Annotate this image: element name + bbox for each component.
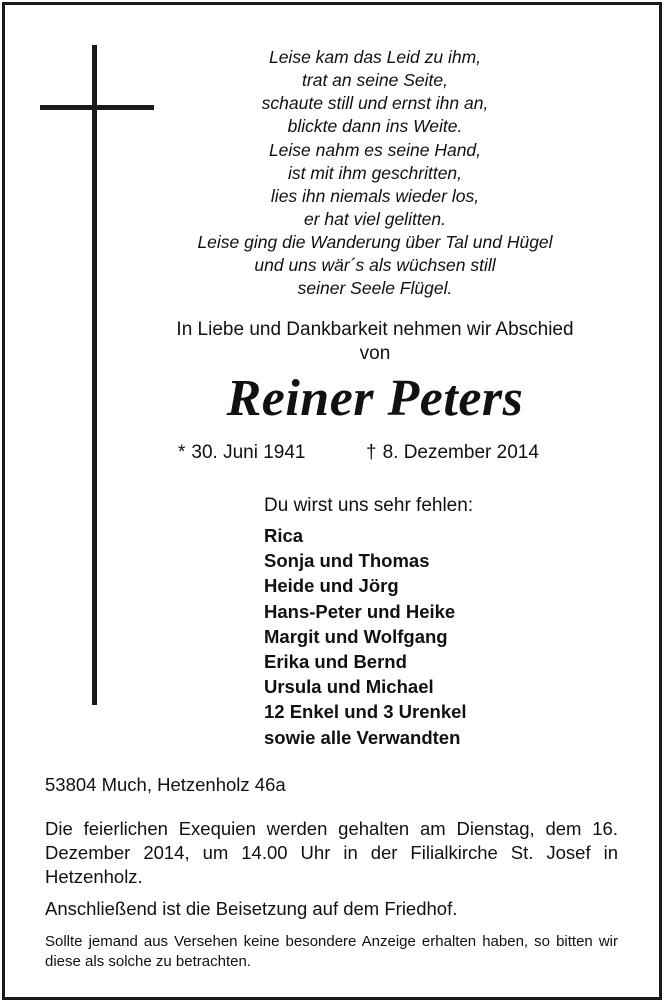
mourner-name: sowie alle Verwandten <box>264 726 461 748</box>
mourner-name: Hans-Peter und Heike <box>264 600 456 622</box>
poem-line: lies ihn niemals wieder los, <box>270 186 480 206</box>
poem-line: Leise ging die Wanderung über Tal und Hügel <box>197 232 553 252</box>
poem-line: seiner Seele Flügel. <box>297 278 453 298</box>
poem-line: blickte dann ins Weite. <box>287 116 463 136</box>
notice-disclaimer: Sollte jemand aus Versehen keine besondere Anzeige erhalten haben, so bitten wir diese als solche zu betrachten. <box>45 933 618 970</box>
mourner-name: Heide und Jörg <box>264 575 399 597</box>
cross-icon-crossbar <box>40 105 154 110</box>
poem <box>150 46 600 138</box>
death-date <box>366 440 539 466</box>
poem-line: trat an seine Seite, <box>302 70 448 90</box>
mourners-heading: Du wirst uns sehr fehlen: <box>264 495 474 516</box>
family-address: 53804 Much, Hetzenholz 46a <box>45 774 286 795</box>
poem-line: Leise kam das Leid zu ihm, <box>268 47 482 67</box>
poem-line: er hat viel gelitten. <box>303 209 447 229</box>
deceased-name: Reiner Peters <box>226 370 524 427</box>
birth-star-icon: * <box>178 442 186 463</box>
mourner-name: Rica <box>264 525 304 546</box>
poem-line: schaute still und ernst ihn an, <box>261 93 489 113</box>
mourner-name: Sonja und Thomas <box>264 550 430 572</box>
funeral-service-info: Die feierlichen Exequien werden gehalten am Dienstag, dem 16. Dezember 2014, um 14.00 Uhr in der Filialkirche St. Josef in Hetzenholz. <box>45 818 618 887</box>
birth-date-text: 30. Juni 1941 <box>191 442 306 463</box>
poem-stanza-2 <box>150 139 600 300</box>
burial-info: Anschließend ist die Beisetzung auf dem Friedhof. <box>45 898 458 919</box>
mourner-name: 12 Enkel und 3 Urenkel <box>264 701 467 723</box>
poem-line: und uns wär´s als wüchsen still <box>254 255 496 275</box>
birth-date <box>178 440 306 466</box>
mourner-name: Erika und Bernd <box>264 651 407 673</box>
intro-line: von <box>359 343 391 364</box>
intro-line: In Liebe und Dankbarkeit nehmen wir Abschied <box>176 319 574 340</box>
death-date-text: 8. Dezember 2014 <box>382 442 539 463</box>
mourner-name: Margit und Wolfgang <box>264 625 448 647</box>
farewell-intro <box>120 318 630 366</box>
poem-line: Leise nahm es seine Hand, <box>268 140 482 160</box>
cross-icon <box>92 45 97 705</box>
death-cross-icon: † <box>366 442 377 463</box>
mourners-list <box>264 523 467 750</box>
poem-line: ist mit ihm geschritten, <box>287 163 463 183</box>
mourner-name: Ursula und Michael <box>264 676 434 698</box>
